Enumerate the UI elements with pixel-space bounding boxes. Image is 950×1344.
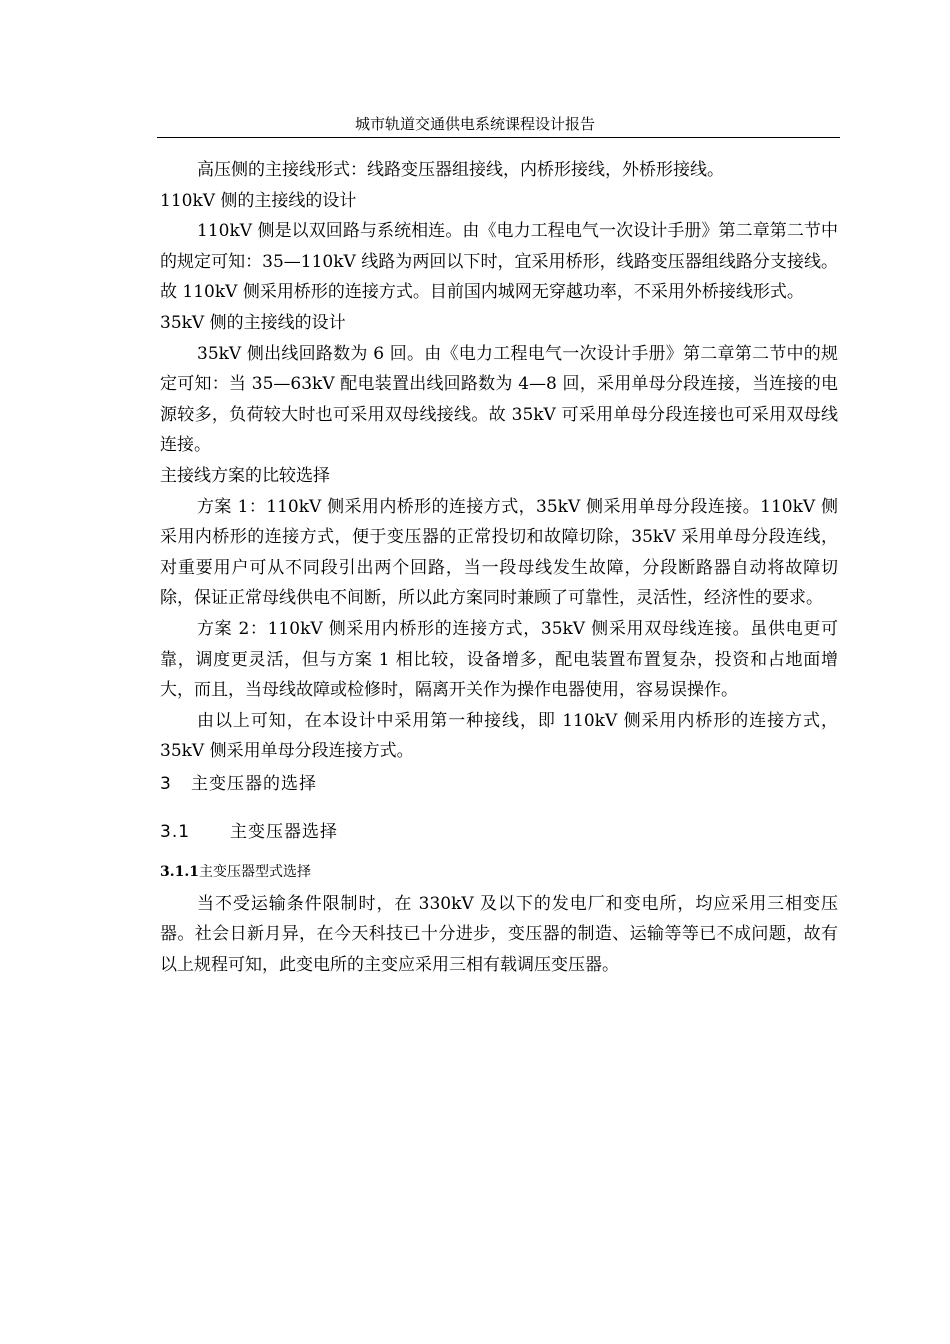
subsection-heading xyxy=(160,851,838,889)
section-title: 主变压器选择 xyxy=(230,821,338,842)
paragraph-conclusion: 由以上可知，在本设计中采用第一种接线，即 110kV 侧采用内桥形的连接方式，35kV 侧采用单母分段连接方式。 xyxy=(160,710,838,762)
subsection-title: 主变压器型式选择 xyxy=(198,863,311,880)
section-heading xyxy=(160,807,838,851)
chapter-title: 主变压器的选择 xyxy=(191,773,318,794)
paragraph-transformer-type: 当不受运输条件限制时，在 330kV 及以下的发电厂和变电所，均应采用三相变压器。社会日新月异，在今天科技已十分进步，变压器的制造、运输等等已不成问题，故有以上规程可知，此变电所的主变应采用三相有载调压变压器。 xyxy=(160,893,838,976)
section-number: 3.1 xyxy=(160,821,191,842)
paragraph-scheme-1: 方案 1：110kV 侧采用内桥形的连接方式，35kV 侧采用单母分段连接。110kV 侧采用内桥形的连接方式，便于变压器的正常投切和故障切除，35kV 采用单母分段连线，对重要用户可从不同段引出两个回路，当一段母线发生故障，分段断路器自动将故障切除，保证正常母线供电不间断，所以此方案同时兼顾了可靠性，灵活性，经济性的要求。 xyxy=(160,496,838,609)
paragraph-110kv-design: 110kV 侧是以双回路与系统相连。由《电力工程电气一次设计手册》第二章第二节中的规定可知：35—110kV 线路为两回以下时，宜采用桥形，线路变压器组线路分支接线。故 110kV 侧采用桥形的连接方式。目前国内城网无穿越功率，不采用外桥接线形式。 xyxy=(160,221,838,303)
chapter-number: 3 xyxy=(160,773,172,794)
paragraph-35kv-design: 35kV 侧出线回路数为 6 回。由《电力工程电气一次设计手册》第二章第二节中的规定可知：当 35—63kV 配电装置出线回路数为 4—8 回，采用单母分段连接，当连接的电源较多，负荷较大时也可采用双母线接线。故 35kV 可采用单母分段连接也可采用双母线连接。 xyxy=(160,343,838,456)
heading-35kv-design: 35kV 侧的主接线的设计 xyxy=(160,312,346,333)
header-divider xyxy=(157,137,840,138)
subsection-number: 3.1.1 xyxy=(160,863,199,880)
paragraph-scheme-2: 方案 2：110kV 侧采用内桥形的连接方式，35kV 侧采用双母线连接。虽供电更可靠，调度更灵活，但与方案 1 相比较，设备增多，配电装置布置复杂，投资和占地面增大，而且，当母线故障或检修时，隔离开关作为操作电器使用，容易误操作。 xyxy=(160,618,838,701)
paragraph-high-voltage-forms: 高压侧的主接线形式：线路变压器组接线，内桥形接线，外桥形接线。 xyxy=(197,160,724,180)
heading-scheme-comparison: 主接线方案的比较选择 xyxy=(160,465,330,486)
page-header-title: 城市轨道交通供电系统课程设计报告 xyxy=(354,115,595,133)
chapter-heading xyxy=(160,767,838,807)
document-body xyxy=(160,155,838,981)
heading-110kv-design: 110kV 侧的主接线的设计 xyxy=(160,190,357,211)
